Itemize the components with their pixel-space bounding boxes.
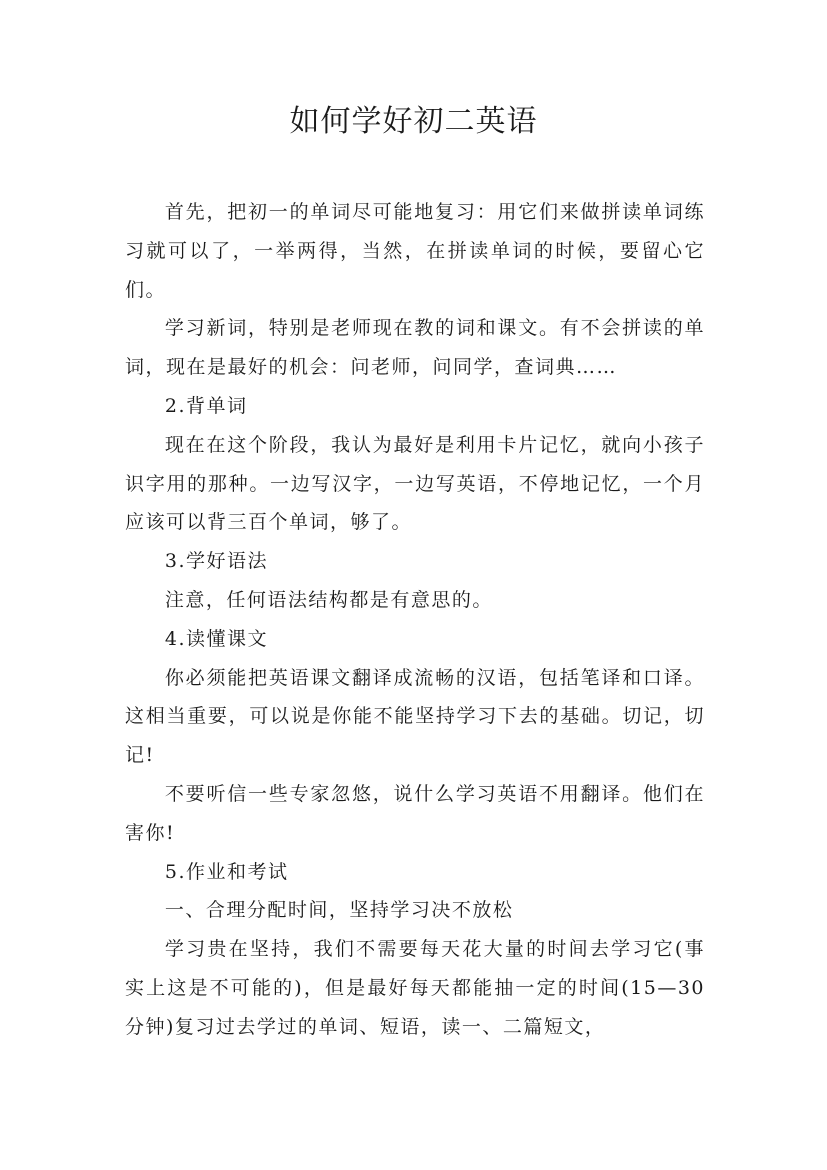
paragraph-new-words: 学习新词，特别是老师现在教的词和课文。有不会拼读的单词，现在是最好的机会：问老师，问同学，查词典……: [125, 317, 705, 379]
paragraph-grammar: 注意，任何语法结构都是有意思的。: [164, 588, 493, 611]
paragraph-translate: 你必须能把英语课文翻译成流畅的汉语，包括笔译和口译。这相当重要，可以说是你能不能坚持学习下去的基础。切记，切记!: [125, 666, 705, 767]
heading-understand-texts: 4.读懂课文: [164, 627, 269, 650]
heading-memorize-words: 2.背单词: [164, 394, 248, 417]
document-title: 如何学好初二英语: [289, 104, 538, 139]
heading-grammar: 3.学好语法: [164, 550, 269, 573]
paragraph-persistence: 学习贵在坚持，我们不需要每天花大量的时间去学习它(事实上这是不可能的)，但是最好每天都能抽一定的时间(15—30分钟)复习过去学过的单词、短语，读一、二篇短文，: [125, 938, 705, 1038]
paragraph-review-words: 首先，把初一的单词尽可能地复习：用它们来做拼读单词练习就可以了，一举两得，当然，在拼读单词的时候，要留心它们。: [125, 201, 705, 301]
paragraph-flashcards: 现在在这个阶段，我认为最好是利用卡片记忆，就向小孩子识字用的那种。一边写汉字，一边写英语，不停地记忆，一个月应该可以背三百个单词，够了。: [125, 433, 705, 534]
heading-homework-exams: 5.作业和考试: [164, 860, 289, 883]
document-body: [125, 193, 705, 1047]
heading-time-allocation: 一、合理分配时间，坚持学习决不放松: [164, 899, 514, 922]
paragraph-experts: 不要听信一些专家忽悠，说什么学习英语不用翻译。他们在害你!: [125, 782, 705, 844]
